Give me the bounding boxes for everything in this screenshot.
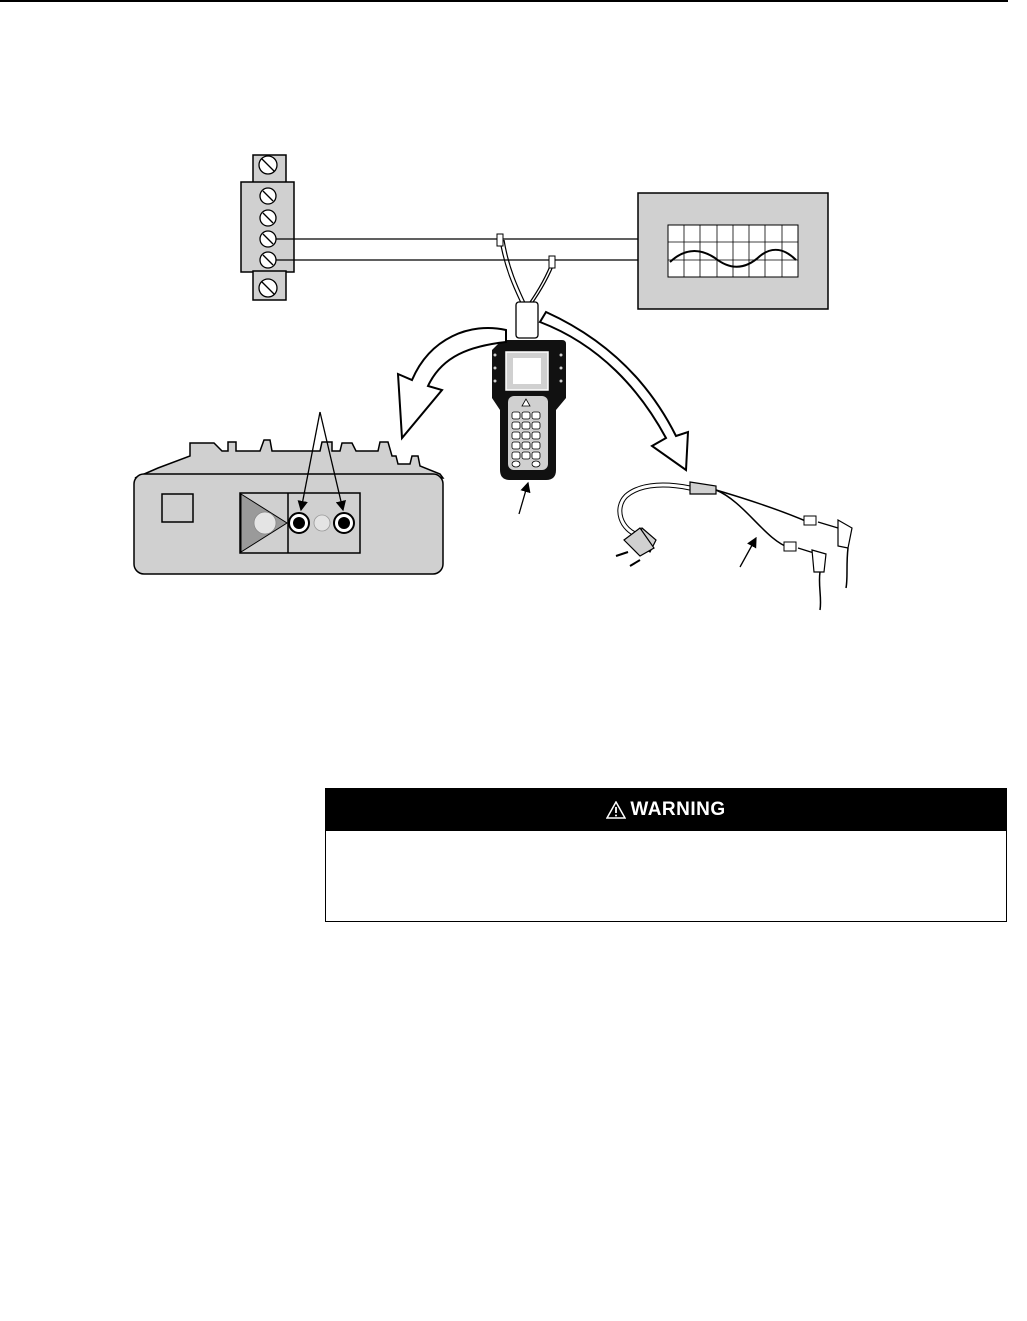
warning-box	[325, 788, 1007, 922]
clip-leads	[500, 240, 555, 305]
warning-body	[326, 831, 1006, 851]
warning-triangle-icon	[606, 801, 626, 819]
lead-set	[616, 482, 852, 610]
warning-header	[326, 789, 1006, 831]
connection-diagram	[0, 0, 1027, 640]
warning-title: WARNING	[630, 799, 726, 820]
terminal-block	[241, 155, 294, 300]
connection-panel	[134, 440, 443, 574]
left-curved-arrow	[398, 328, 506, 438]
loop-wires	[276, 239, 639, 260]
recorder-chart	[638, 193, 828, 309]
